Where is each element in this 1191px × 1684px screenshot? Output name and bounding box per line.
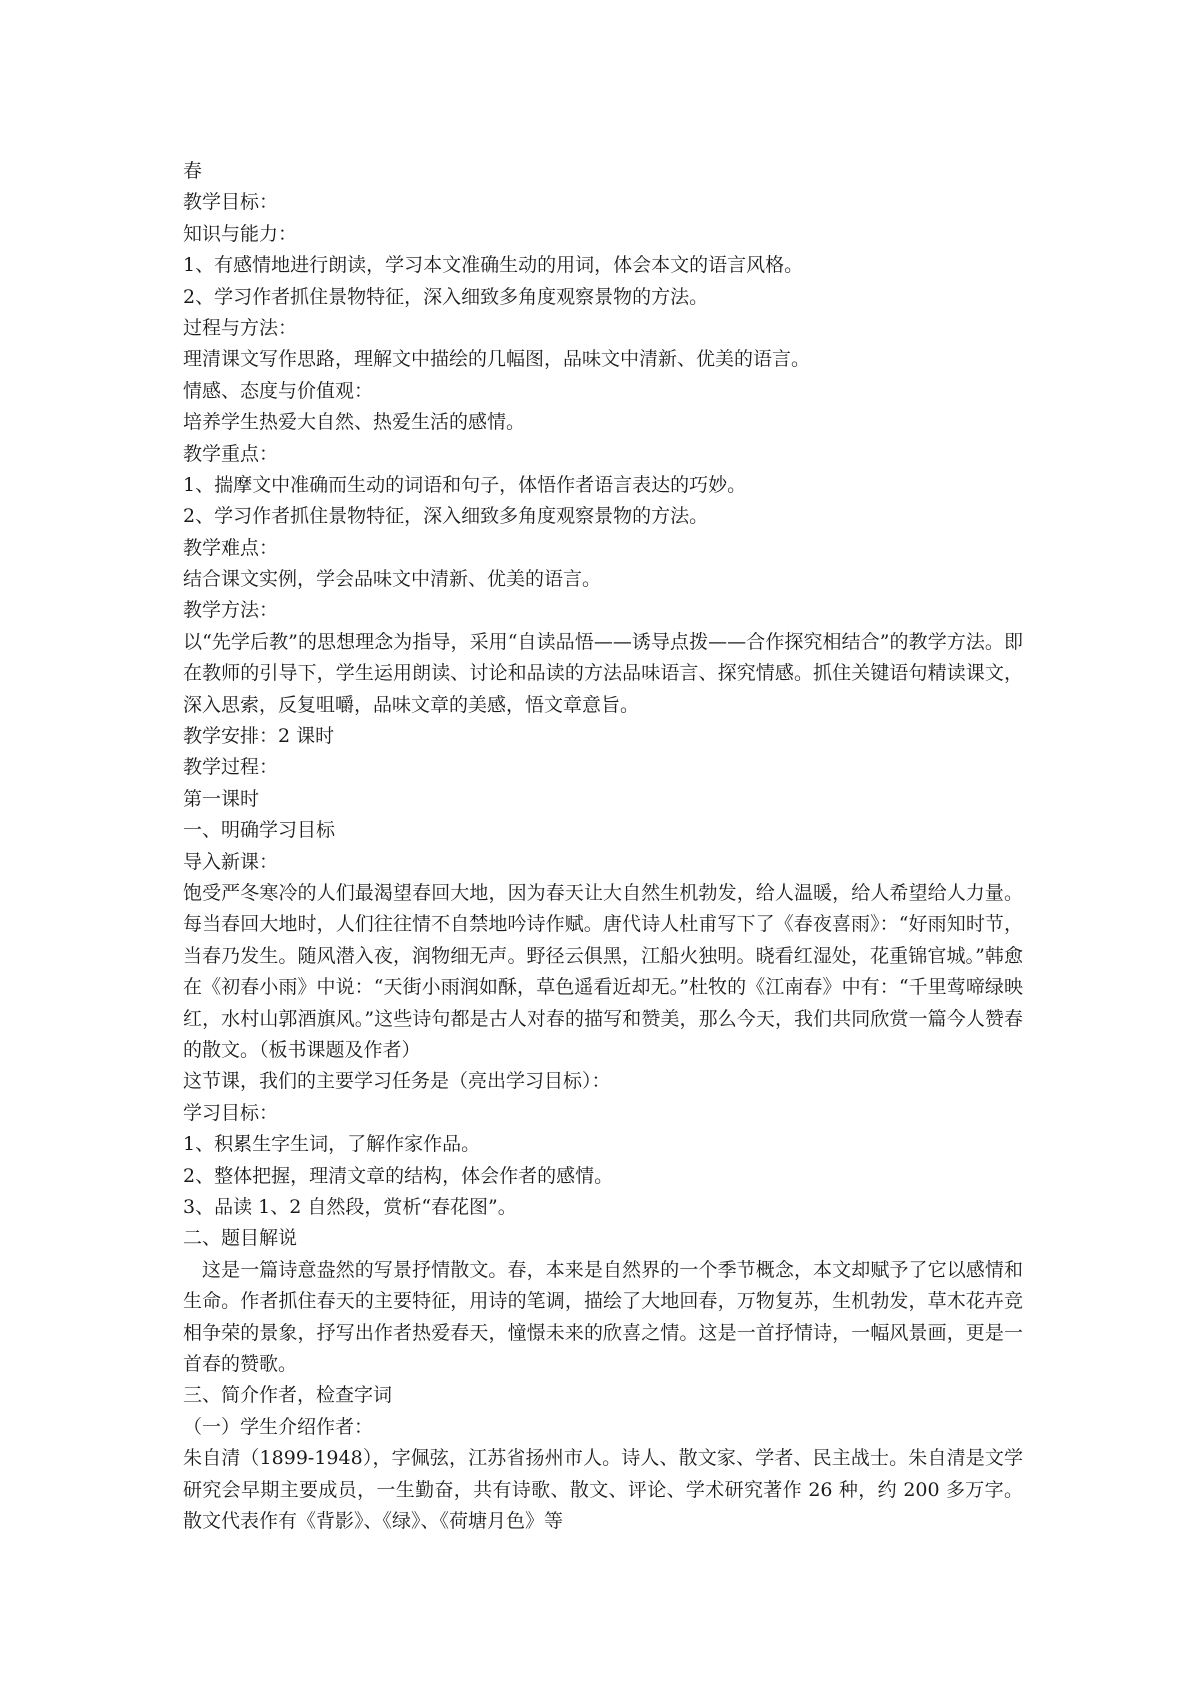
title-explanation-paragraph: 这是一篇诗意盎然的写景抒情散文。春，本来是自然界的一个季节概念，本文却赋予了它以感情和生命。作者抓住春天的主要特征，用诗的笔调，描绘了大地回春，万物复苏，生机勃发，草木花卉竞相争荣的景象，抒写出作者热爱春天，憧憬未来的欣喜之情。这是一首抒情诗，一幅风景画，更是一首春的赞歌。 — [183, 1258, 1023, 1376]
text-line: 理清课文写作思路，理解文中描绘的几幅图，品味文中清新、优美的语言。 — [183, 348, 811, 371]
text-line: 教学过程： — [183, 756, 279, 779]
text-line: 第一课时 — [183, 787, 260, 810]
text-line: 1、有感情地进行朗读，学习本文准确生动的用词，体会本文的语言风格。 — [183, 254, 804, 277]
text-line: 一、明确学习目标 — [183, 819, 336, 842]
text-line: 2、整体把握，理清文章的结构，体会作者的感情。 — [183, 1164, 614, 1187]
text-line: （一）学生介绍作者： — [183, 1415, 374, 1438]
document-page — [183, 156, 1023, 1537]
text-line: 教学方法： — [183, 599, 279, 622]
author-paragraph: 朱自清（1899-1948），字佩弦，江苏省扬州市人。诗人、散文家、学者、民主战士。朱自清是文学研究会早期主要成员，一生勤奋，共有诗歌、散文、评论、学术研究著作 26 种，约 200 多万字。散文代表作有《背影》、《绿》、《荷塘月色》等 — [183, 1447, 1023, 1533]
text-line: 培养学生热爱大自然、热爱生活的感情。 — [183, 411, 526, 434]
text-line: 2、学习作者抓住景物特征，深入细致多角度观察景物的方法。 — [183, 505, 709, 528]
text-line: 教学目标： — [183, 191, 279, 214]
text-line: 三、简介作者，检查字词 — [183, 1384, 393, 1407]
intro-paragraph: 饱受严冬寒冷的人们最渴望春回大地，因为春天让大自然生机勃发，给人温暖，给人希望给人力量。每当春回大地时，人们往往情不自禁地吟诗作赋。唐代诗人杜甫写下了《春夜喜雨》：“好雨知时节，当春乃发生。随风潜入夜，润物细无声。野径云俱黑，江船火独明。晓看红湿处，花重锦官城。”韩愈在《初春小雨》中说：“天街小雨润如酥，草色遥看近却无。”杜牧的《江南春》中有：“千里莺啼绿映红，水村山郭酒旗风。”这些诗句都是古人对春的描写和赞美，那么今天，我们共同欣赏一篇今人赞春的散文。（板书课题及作者） — [183, 882, 1023, 1062]
text-line: 1、揣摩文中准确而生动的词语和句子，体悟作者语言表达的巧妙。 — [183, 473, 747, 496]
text-line: 这节课，我们的主要学习任务是（亮出学习目标）： — [183, 1070, 611, 1093]
text-line: 教学安排：2 课时 — [183, 725, 335, 748]
text-line: 结合课文实例，学会品味文中清新、优美的语言。 — [183, 568, 602, 591]
text-line: 过程与方法： — [183, 316, 298, 339]
text-line: 导入新课： — [183, 850, 279, 873]
text-line: 教学重点： — [183, 442, 279, 465]
text-line: 2、学习作者抓住景物特征，深入细致多角度观察景物的方法。 — [183, 285, 709, 308]
text-line: 学习目标： — [183, 1101, 279, 1124]
text-line: 二、题目解说 — [183, 1227, 298, 1250]
teaching-method-paragraph: 以“先学后教”的思想理念为指导，采用“自读品悟——诱导点拨——合作探究相结合”的教学方法。即在教师的引导下，学生运用朗读、讨论和品读的方法品味语言、探究情感。抓住关键语句精读课文，深入思索，反复咀嚼，品味文章的美感，悟文章意旨。 — [183, 630, 1023, 716]
text-line: 3、品读 1、2 自然段，赏析“春花图”。 — [183, 1196, 517, 1219]
document-title: 春 — [183, 160, 203, 182]
text-line: 教学难点： — [183, 536, 279, 559]
text-line: 情感、态度与价值观： — [183, 379, 374, 402]
text-line: 知识与能力： — [183, 222, 298, 245]
text-line: 1、积累生字生词，了解作家作品。 — [183, 1133, 481, 1156]
